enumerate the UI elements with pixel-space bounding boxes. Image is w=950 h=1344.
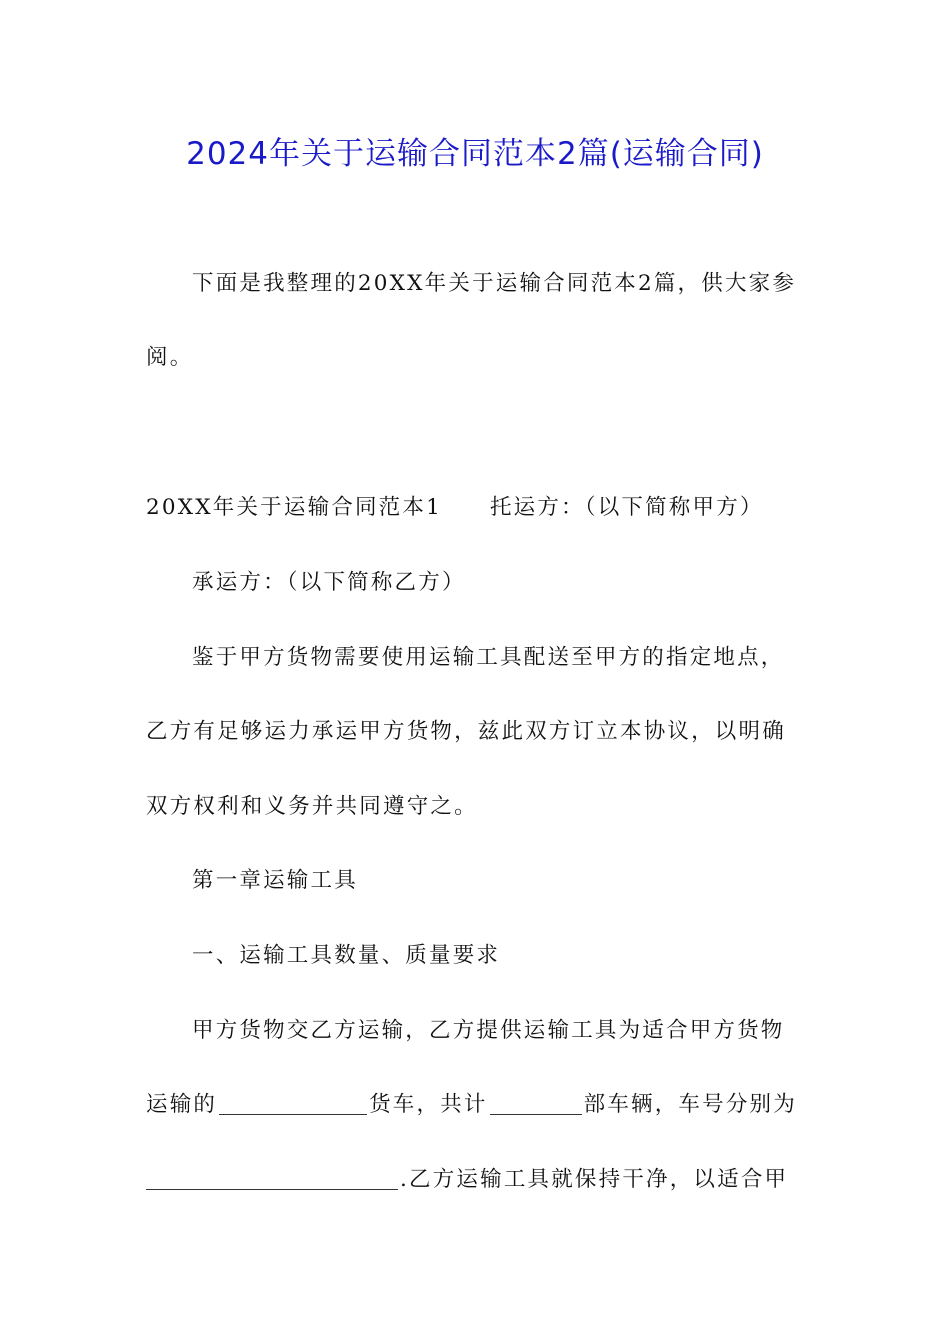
document-title: 2024年关于运输合同范本2篇(运输合同)	[186, 136, 764, 172]
section-heading-line	[146, 486, 806, 530]
fill-blank-vehicle-type[interactable]	[219, 1092, 367, 1115]
para2-text-a: 运输的	[146, 1092, 218, 1117]
para1-line-1: 鉴于甲方货物需要使用运输工具配送至甲方的指定地点，	[192, 645, 785, 670]
item-heading: 一、运输工具数量、质量要求	[192, 943, 501, 968]
carrier-label: 承运方：（以下简称乙方）	[192, 570, 466, 595]
para1-line-2: 乙方有足够运力承运甲方货物，兹此双方订立本协议，以明确	[146, 719, 786, 744]
para2-text-c: 部车辆，车号分别为	[583, 1092, 797, 1117]
fill-blank-plate-numbers[interactable]	[146, 1167, 398, 1190]
para2-text-b: 货车，共计	[369, 1092, 488, 1117]
para2-line-3	[146, 1158, 806, 1202]
consignor-label: 托运方：（以下简称甲方）	[489, 495, 764, 520]
chapter-heading: 第一章运输工具	[192, 868, 358, 893]
intro-line-1: 下面是我整理的20XX年关于运输合同范本2篇，供大家参	[192, 271, 797, 296]
para1-line-3: 双方权利和义务并共同遵守之。	[146, 794, 478, 819]
intro-line-2: 阅。	[146, 345, 194, 370]
para2-text-d: .乙方运输工具就保持干净，以适合甲	[400, 1167, 789, 1192]
para2-line-1: 甲方货物交乙方运输，乙方提供运输工具为适合甲方货物	[192, 1018, 785, 1043]
section-heading: 20XX年关于运输合同范本1	[146, 495, 442, 520]
para2-line-2	[146, 1083, 806, 1127]
fill-blank-vehicle-count[interactable]	[490, 1092, 582, 1115]
